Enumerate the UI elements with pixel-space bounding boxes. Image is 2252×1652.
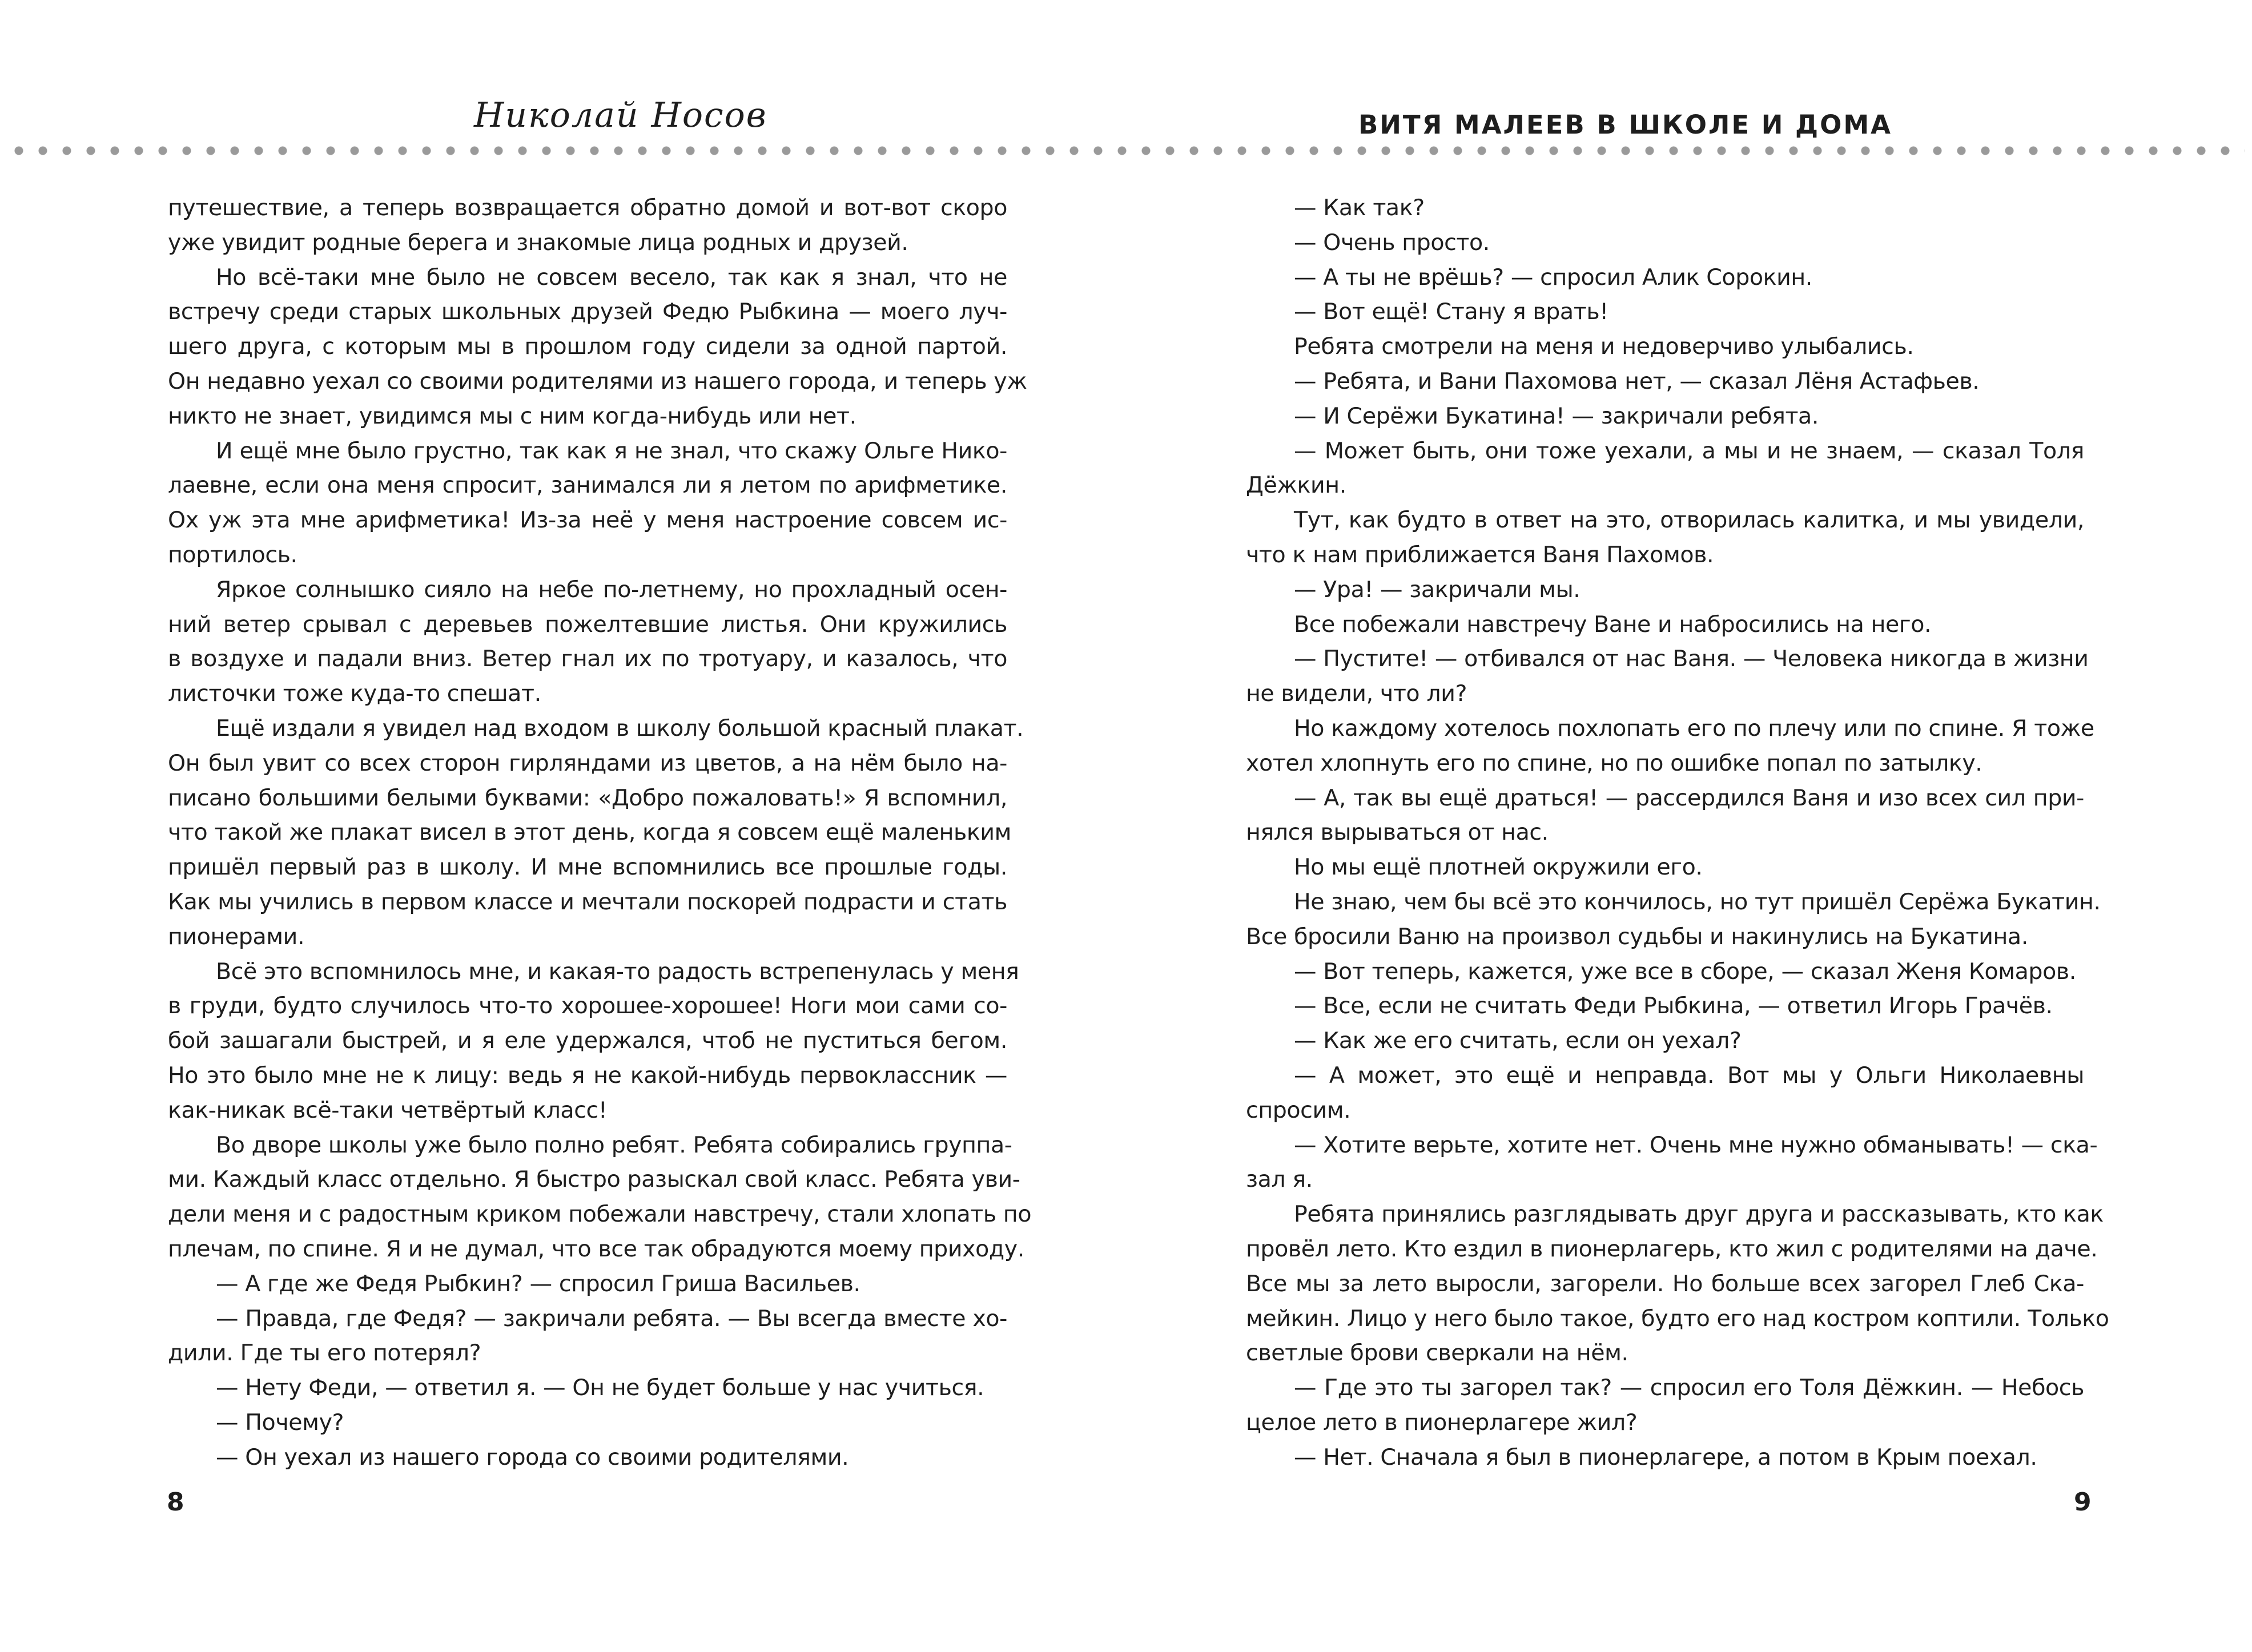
text-line: Он недавно уехал со своими родителями из нашего города, и теперь уж <box>168 368 1027 394</box>
text-line: провёл лето. Кто ездил в пионерлагерь, кто жил с родителями на даче. <box>1246 1235 2098 1262</box>
text-line: хотел хлопнуть его по спине, но по ошибке попал по затылку. <box>1246 750 1982 776</box>
text-line: Все бросили Ваню на произвол судьбы и накинулись на Букатина. <box>1246 923 2028 950</box>
page-number-left: 8 <box>167 1488 184 1517</box>
text-line: не видели, что ли? <box>1246 680 1467 707</box>
text-line: писано большими белыми буквами: «Добро пожаловать!» Я вспомнил, <box>168 784 1007 811</box>
text-line: мейкин. Лицо у него было такое, будто его над костром коптили. Только <box>1246 1305 2109 1332</box>
text-line: Но всё-таки мне было не совсем весело, так как я знал, что не <box>216 264 1007 291</box>
text-line: Все мы за лето выросли, загорели. Но больше всех загорел Глеб Ска- <box>1246 1270 2084 1297</box>
text-line: Ребята принялись разглядывать друг друга и рассказывать, кто как <box>1294 1201 2104 1228</box>
text-line: в воздухе и падали вниз. Ветер гнал их по тротуару, и казалось, что <box>168 646 1007 672</box>
right-page-text <box>1246 191 2109 1474</box>
text-line: путешествие, а теперь возвращается обратно домой и вот-вот скоро <box>168 195 1007 221</box>
text-line: пришёл первый раз в школу. И мне вспомнились все прошлые годы. <box>168 854 1007 881</box>
text-line: — Все, если не считать Феди Рыбкина, — ответил Игорь Грачёв. <box>1294 993 2053 1020</box>
dotted-divider <box>7 146 2245 155</box>
text-line: — А где же Федя Рыбкин? — спросил Гриша Васильев. <box>216 1270 860 1297</box>
text-line: Тут, как будто в ответ на это, отворилась калитка, и мы увидели, <box>1294 507 2084 534</box>
text-line: уже увидит родные берега и знакомые лица родных и друзей. <box>168 229 908 256</box>
text-line: Но мы ещё плотней окружили его. <box>1294 854 1703 881</box>
text-line: Все побежали навстречу Ване и набросились на него. <box>1294 611 1932 638</box>
text-line: бой зашагали быстрей, и я еле удержался, чтоб не пуститься бегом. <box>168 1028 1007 1054</box>
text-line: плечам, по спине. Я и не думал, что все так обрадуются моему приходу. <box>168 1235 1024 1262</box>
text-line: — Как так? <box>1294 195 1425 221</box>
text-line: Но это было мне не к лицу: ведь я не какой-нибудь первоклассник — <box>168 1062 1007 1089</box>
text-line: — А может, это ещё и неправда. Вот мы у Ольги Николаевны <box>1294 1062 2084 1089</box>
text-line: — Он уехал из нашего города со своими родителями. <box>216 1444 849 1470</box>
text-line: ний ветер срывал с деревьев пожелтевшие листья. Они кружились <box>168 611 1007 638</box>
running-head-author: Николай Носов <box>474 95 767 135</box>
text-line: Дёжкин. <box>1246 472 1346 499</box>
text-line: в груди, будто случилось что-то хорошее-хорошее! Ноги мои сами со- <box>168 993 1007 1020</box>
text-line: Он был увит со всех сторон гирляндами из цветов, а на нём было на- <box>168 750 1007 776</box>
text-line: Как мы учились в первом классе и мечтали поскорей подрасти и стать <box>168 888 1007 915</box>
text-line: пионерами. <box>168 923 305 950</box>
text-line: — Хотите верьте, хотите нет. Очень мне нужно обманывать! — ска- <box>1294 1131 2098 1158</box>
text-line: что такой же плакат висел в этот день, когда я совсем ещё маленьким <box>168 819 1011 846</box>
text-line: листочки тоже куда-то спешат. <box>168 680 541 707</box>
text-line: — Как же его считать, если он уехал? <box>1294 1028 1742 1054</box>
text-line: — Может быть, они тоже уехали, а мы и не знаем, — сказал Толя <box>1294 437 2084 464</box>
text-line: что к нам приближается Ваня Пахомов. <box>1246 541 1714 568</box>
text-line: спросим. <box>1246 1097 1351 1123</box>
text-line: — Ура! — закричали мы. <box>1294 576 1581 603</box>
text-line: — А ты не врёшь? — спросил Алик Сорокин. <box>1294 264 1812 291</box>
text-line: Всё это вспомнилось мне, и какая-то радость встрепенулась у меня <box>216 958 1019 985</box>
text-line: — А, так вы ещё драться! — рассердился Ваня и изо всех сил при- <box>1294 784 2084 811</box>
text-line: Не знаю, чем бы всё это кончилось, но тут пришёл Серёжа Букатин. <box>1294 888 2101 915</box>
text-line: Ох уж эта мне арифметика! Из-за неё у меня настроение совсем ис- <box>168 507 1007 534</box>
text-line: — Вот теперь, кажется, уже все в сборе, — сказал Женя Комаров. <box>1294 958 2076 985</box>
text-line: — Ребята, и Вани Пахомова нет, — сказал Лёня Астафьев. <box>1294 368 1980 394</box>
text-line: — И Серёжи Букатина! — закричали ребята. <box>1294 402 1819 429</box>
text-line: — Вот ещё! Стану я врать! <box>1294 299 1608 325</box>
text-line: никто не знает, увидимся мы с ним когда-нибудь или нет. <box>168 402 856 429</box>
text-line: целое лето в пионерлагере жил? <box>1246 1409 1638 1436</box>
text-line: — Где это ты загорел так? — спросил его Толя Дёжкин. — Небось <box>1294 1375 2084 1401</box>
text-line: лаевне, если она меня спросит, занимался ли я летом по арифметике. <box>168 472 1007 499</box>
text-line: И ещё мне было грустно, так как я не знал, что скажу Ольге Нико- <box>216 437 1007 464</box>
text-line: — Очень просто. <box>1294 229 1490 256</box>
text-line: — Нет. Сначала я был в пионерлагере, а потом в Крым поехал. <box>1294 1444 2037 1470</box>
left-page-text <box>168 191 1032 1474</box>
text-line: дели меня и с радостным криком побежали навстречу, стали хлопать по <box>168 1201 1032 1228</box>
text-line: Яркое солнышко сияло на небе по-летнему, но прохладный осен- <box>216 576 1007 603</box>
text-line: светлые брови сверкали на нём. <box>1246 1340 1628 1367</box>
running-head-book-title: ВИТЯ МАЛЕЕВ В ШКОЛЕ И ДОМА <box>1358 110 1892 140</box>
text-line: как-никак всё-таки четвёртый класс! <box>168 1097 608 1123</box>
text-line: ми. Каждый класс отдельно. Я быстро разыскал свой класс. Ребята уви- <box>168 1166 1020 1193</box>
text-line: — Нету Феди, — ответил я. — Он не будет больше у нас учиться. <box>216 1375 984 1401</box>
text-line: Но каждому хотелось похлопать его по плечу или по спине. Я тоже <box>1294 715 2094 742</box>
text-line: зал я. <box>1246 1166 1313 1193</box>
text-line: встречу среди старых школьных друзей Федю Рыбкина — моего луч- <box>168 299 1007 325</box>
text-line: шего друга, с которым мы в прошлом году сидели за одной партой. <box>168 333 1007 360</box>
text-line: Ребята смотрели на меня и недоверчиво улыбались. <box>1294 333 1914 360</box>
text-line: Ещё издали я увидел над входом в школу большой красный плакат. <box>216 715 1024 742</box>
text-line: — Почему? <box>216 1409 344 1436</box>
page-number-right: 9 <box>2074 1488 2092 1517</box>
text-line: портилось. <box>168 541 297 568</box>
text-line: дили. Где ты его потерял? <box>168 1340 481 1367</box>
text-line: — Пустите! — отбивался от нас Ваня. — Человека никогда в жизни <box>1294 646 2089 672</box>
text-line: нялся вырываться от нас. <box>1246 819 1549 846</box>
text-line: Во дворе школы уже было полно ребят. Ребята собирались группа- <box>216 1131 1012 1158</box>
text-line: — Правда, где Федя? — закричали ребята. — Вы всегда вместе хо- <box>216 1305 1007 1332</box>
